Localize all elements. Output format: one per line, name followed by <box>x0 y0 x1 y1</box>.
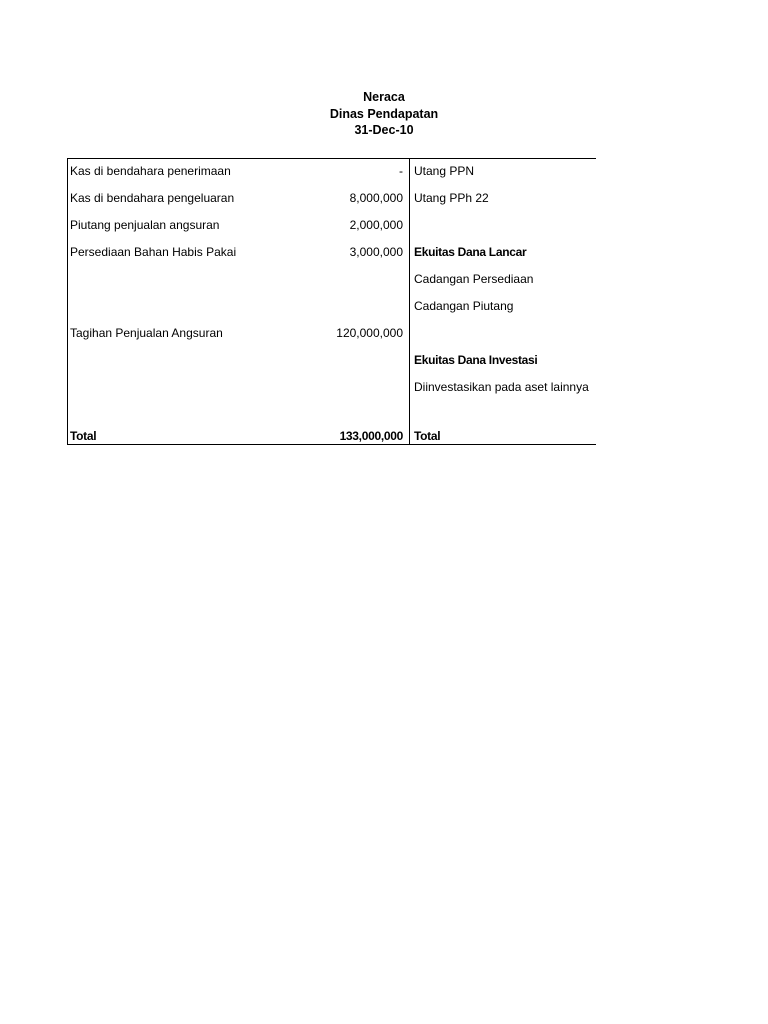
asset-value: - <box>399 164 403 178</box>
liability-label: Utang PPN <box>414 164 475 178</box>
asset-value: 120,000,000 <box>336 326 403 340</box>
asset-label: Piutang penjualan angsuran <box>70 218 220 232</box>
total-label: Total <box>70 429 97 443</box>
asset-value: 3,000,000 <box>349 245 403 259</box>
report-subtitle: Dinas Pendapatan <box>329 106 439 121</box>
total-value: 133,000,000 <box>339 429 403 443</box>
section-heading: Ekuitas Dana Lancar <box>414 245 527 259</box>
total-label: Total <box>414 429 441 443</box>
asset-label: Kas di bendahara pengeluaran <box>70 191 235 205</box>
asset-label: Kas di bendahara penerimaan <box>70 164 231 178</box>
report-date: 31-Dec-10 <box>354 123 414 137</box>
section-heading: Ekuitas Dana Investasi <box>414 353 538 367</box>
liability-label: Diinvestasikan pada aset lainnya <box>414 380 589 394</box>
report-title: Neraca <box>363 90 405 104</box>
column-divider <box>409 159 410 444</box>
asset-label: Tagihan Penjualan Angsuran <box>70 326 223 340</box>
liability-label: Utang PPh 22 <box>414 191 489 205</box>
balance-sheet-table <box>67 158 596 445</box>
liability-label: Cadangan Persediaan <box>414 272 534 286</box>
asset-value: 2,000,000 <box>349 218 403 232</box>
asset-label: Persediaan Bahan Habis Pakai <box>70 245 237 259</box>
asset-value: 8,000,000 <box>349 191 403 205</box>
liability-label: Cadangan Piutang <box>414 299 514 313</box>
report-header <box>0 89 768 139</box>
